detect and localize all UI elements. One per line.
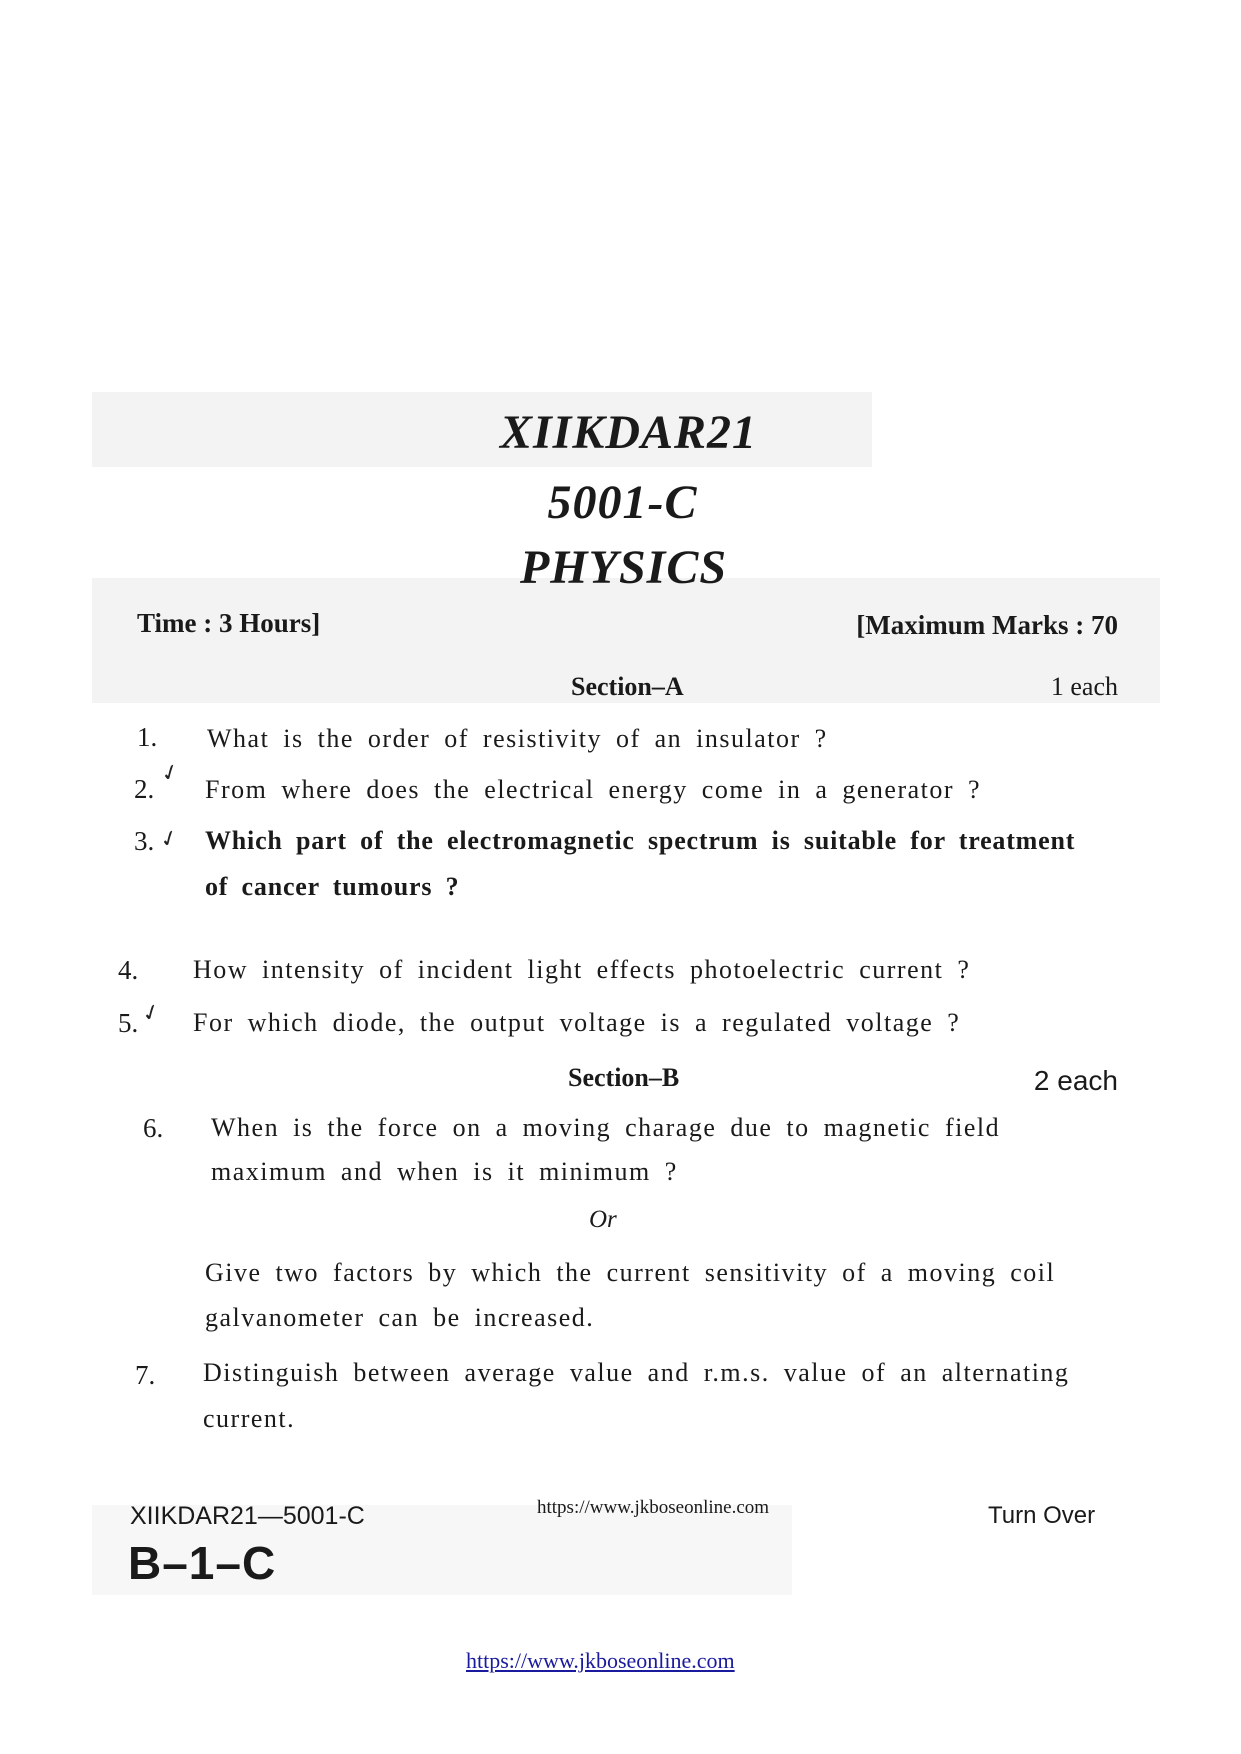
subject-title: PHYSICS: [519, 541, 728, 594]
question-text: current.: [203, 1404, 296, 1433]
question-text: Give two factors by which the current sensitivity of a moving coil: [205, 1258, 1056, 1287]
section-b-title: Section–B: [568, 1063, 680, 1092]
booklet-code: B–1–C: [128, 1537, 277, 1589]
time-allowed: Time : 3 Hours]: [137, 608, 321, 638]
question-text: When is the force on a moving charage due to magnetic field: [211, 1113, 1001, 1142]
question-text: From where does the electrical energy come in a generator ?: [205, 775, 982, 804]
question-text: How intensity of incident light effects photoelectric current ?: [193, 955, 971, 984]
tick-mark-icon: ✓: [157, 757, 183, 788]
question-text: What is the order of resistivity of an insulator ?: [207, 724, 828, 753]
question-number: 6.: [143, 1113, 164, 1143]
question-number: 3.: [134, 826, 155, 856]
question-number: 2.: [134, 774, 155, 804]
question-text: maximum and when is it minimum ?: [211, 1157, 678, 1186]
section-b-marks: 2 each: [1033, 1065, 1118, 1096]
website-link[interactable]: https://www.jkboseonline.com: [466, 1648, 735, 1673]
question-number: 1.: [137, 722, 158, 752]
question-number: 7.: [135, 1360, 156, 1390]
question-text: galvanometer can be increased.: [205, 1303, 595, 1332]
question-text: Which part of the electromagnetic spectrum is suitable for treatment: [205, 826, 1076, 855]
question-text: of cancer tumours ?: [205, 872, 460, 901]
section-a-title: Section–A: [571, 672, 684, 701]
footer-code: XIIKDAR21—5001-C: [130, 1502, 365, 1530]
exam-code: XIIKDAR21: [499, 406, 758, 459]
question-text: Distinguish between average value and r.m.s. value of an alternating: [203, 1358, 1070, 1387]
turn-over: Turn Over: [988, 1502, 1096, 1529]
tick-mark-icon: ✓: [138, 997, 164, 1028]
maximum-marks: [Maximum Marks : 70: [856, 610, 1118, 640]
or-separator: Or: [589, 1206, 617, 1233]
footer-url: https://www.jkboseonline.com: [537, 1497, 770, 1518]
section-a-marks: 1 each: [1050, 672, 1118, 701]
question-number: 5.: [118, 1008, 139, 1038]
paper-code: 5001-C: [547, 476, 698, 529]
question-text: For which diode, the output voltage is a regulated voltage ?: [193, 1008, 961, 1037]
question-number: 4.: [118, 955, 139, 985]
tick-mark-icon: ✓: [156, 823, 182, 854]
